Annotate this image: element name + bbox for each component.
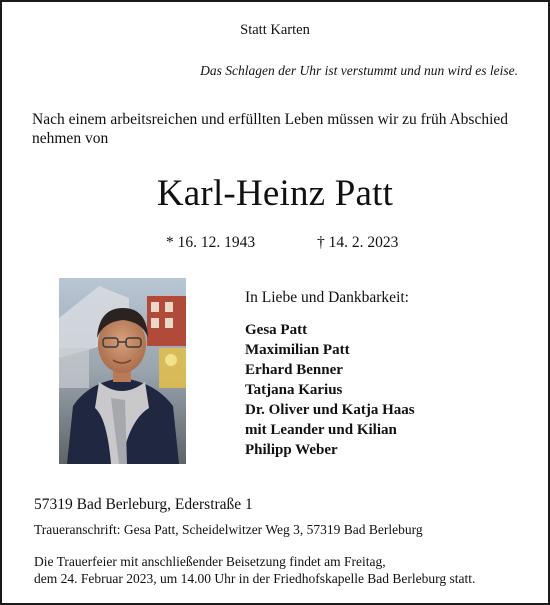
header-label: Statt Karten bbox=[240, 22, 310, 38]
deceased-name: Karl-Heinz Patt bbox=[156, 173, 394, 214]
portrait-image bbox=[59, 278, 186, 464]
mourner-name: Dr. Oliver und Katja Haas bbox=[245, 402, 415, 418]
intro-text: Nach einem arbeitsreichen und erfüllten Leben müssen wir zu früh Abschied nehmen von bbox=[32, 111, 509, 147]
home-address: 57319 Bad Berleburg, Ederstraße 1 bbox=[34, 496, 253, 513]
mourning-heading: In Liebe und Dankbarkeit: bbox=[245, 289, 409, 306]
funeral-line: dem 24. Februar 2023, um 14.00 Uhr in der Friedhofskapelle Bad Berleburg statt. bbox=[34, 571, 476, 586]
mourner-list bbox=[245, 320, 415, 460]
mourner-name: Erhard Benner bbox=[245, 362, 343, 378]
death-date: † 14. 2. 2023 bbox=[317, 234, 399, 251]
mourner-name: Philipp Weber bbox=[245, 442, 338, 458]
funeral-line: Die Trauerfeier mit anschließender Beisetzung findet am Freitag, bbox=[34, 554, 386, 569]
funeral-notice bbox=[34, 553, 475, 587]
mourner-name: Tatjana Karius bbox=[245, 382, 343, 398]
portrait-photo bbox=[59, 278, 186, 464]
motto-quote: Das Schlagen der Uhr ist verstummt und nun wird es leise. bbox=[200, 63, 518, 78]
mourner-name: Maximilian Patt bbox=[245, 342, 350, 358]
mourner-name: mit Leander und Kilian bbox=[245, 422, 397, 438]
mourning-address: Traueranschrift: Gesa Patt, Scheidelwitzer Weg 3, 57319 Bad Berleburg bbox=[34, 522, 423, 537]
birth-date: * 16. 12. 1943 bbox=[166, 234, 256, 251]
mourner-name: Gesa Patt bbox=[245, 322, 308, 338]
